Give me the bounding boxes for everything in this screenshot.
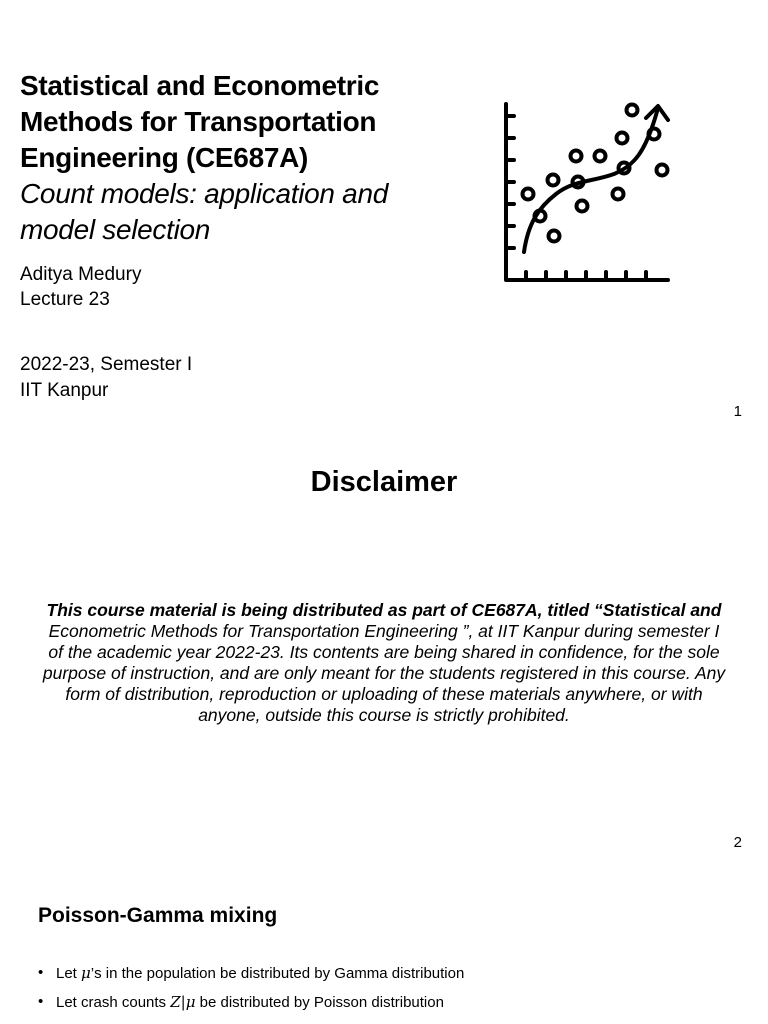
slide-title: Poisson-Gamma mixing [38,904,278,927]
semester-text: 2022-23, Semester I [20,354,193,375]
institution-text: IIT Kanpur [20,380,109,401]
math-symbol: Z|μ [170,993,196,1011]
bullet-text: Let crash counts [56,994,171,1011]
author-block [20,262,141,312]
math-symbol: μ [81,964,91,982]
disclaimer-slide [0,430,768,860]
term-block [20,352,192,404]
bullet-text: be distributed by Poisson distribution [195,994,444,1011]
disclaimer-text: Econometric Methods for Transportation Engineering ”, at IIT Kanpur during semester I of the academic year 2022-23. Its contents are being shared in confidence, for the sole purpose of instruction, and are only meant for the students registered in this course. Any form of distribution, reproduction or uploading of these materials anywhere, or with anyone, outside this course is strictly prohibited. [42,621,726,725]
poisson-gamma-slide [0,860,768,1024]
bullet-text: ’s in the population be distributed by Gamma distribution [90,965,465,982]
scatter-trend-chart-icon [496,96,676,288]
bullet-item [38,960,464,989]
lecture-number: Lecture 23 [20,289,110,310]
page-number: 2 [733,834,742,851]
bullet-item [38,989,464,1018]
title-slide [0,0,768,430]
disclaimer-title: Disclaimer [310,466,458,498]
disclaimer-lead: This course material is being distributed as part of CE687A, titled “Statistical and [46,600,722,620]
course-title: Statistical and Econometric Methods for Transportation Engineering (CE687A) [20,70,380,173]
bullet-text: Let [56,965,82,982]
disclaimer-body [40,600,728,726]
lecture-subtitle: Count models: application and model selection [20,178,388,245]
bullet-list [38,960,464,1018]
author-name: Aditya Medury [20,264,142,285]
page-number: 1 [733,403,742,420]
